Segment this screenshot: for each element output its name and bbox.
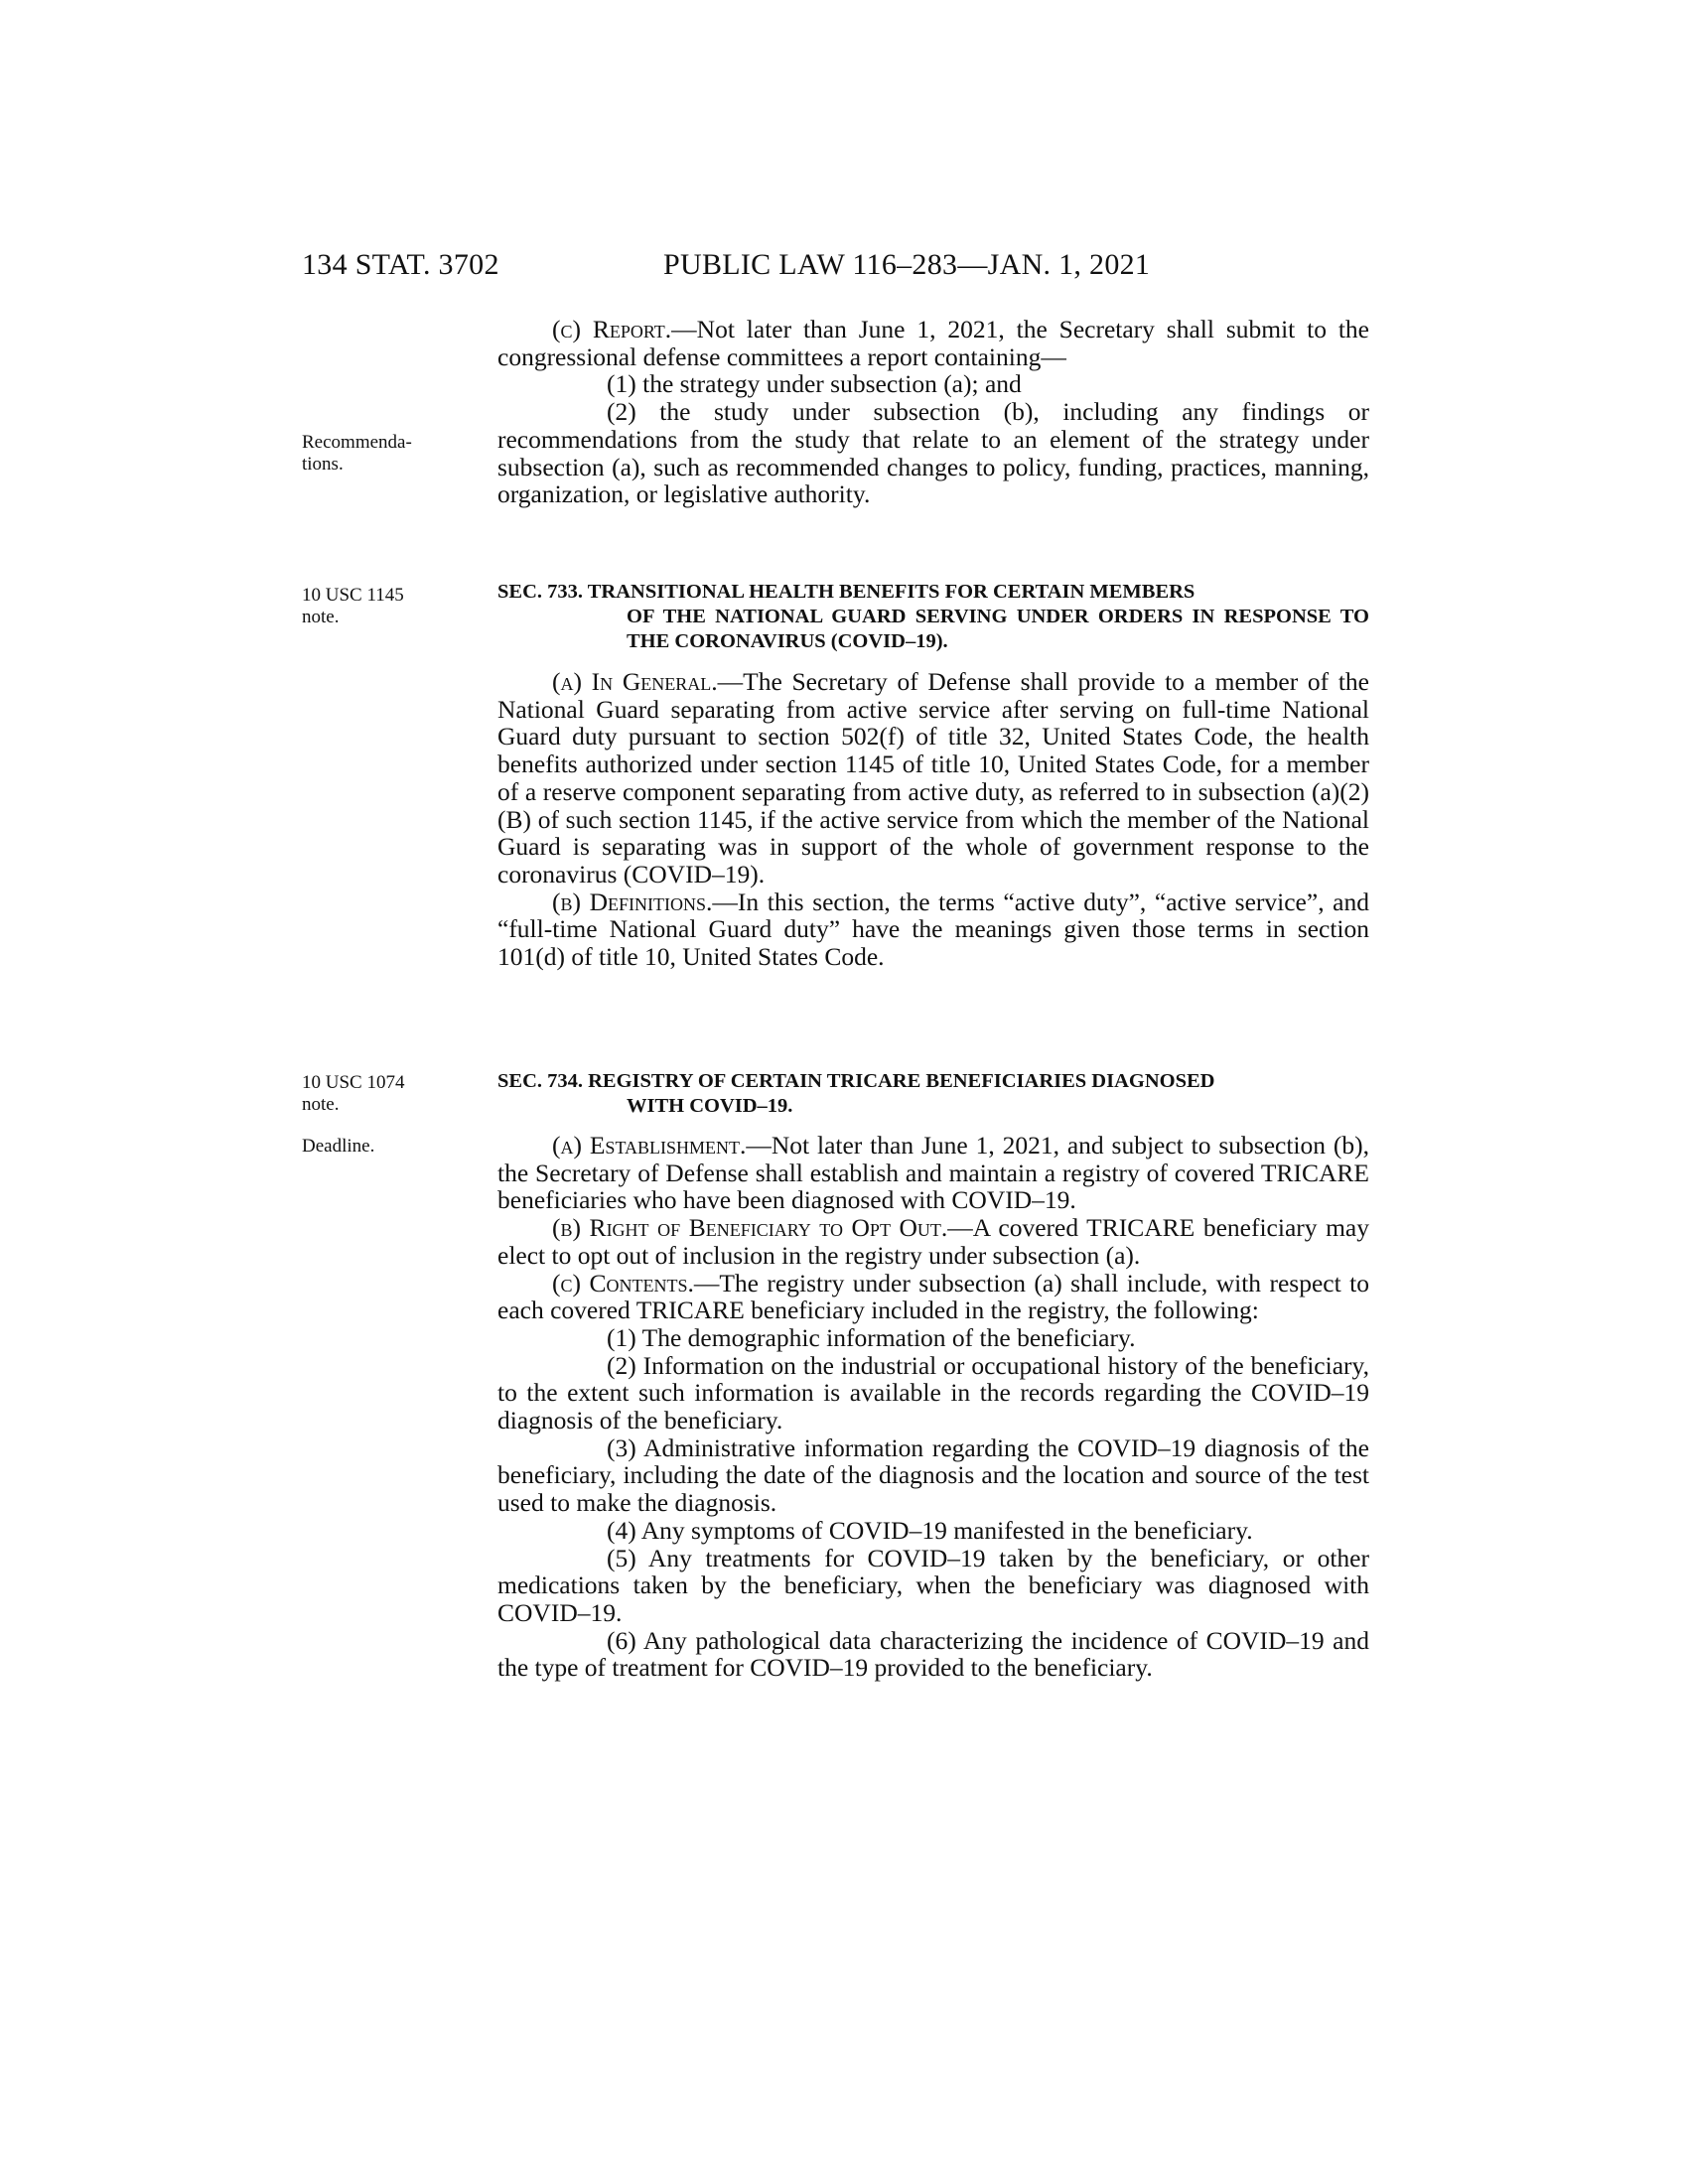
list-item-text: (1) the strategy under subsection (a); and [607, 369, 1022, 399]
section-734-body [497, 1132, 1369, 1682]
list-item [497, 398, 1369, 508]
report-subsection [497, 316, 1369, 508]
subsection-text: —In this section, the terms “active duty”, “active service”, and “full-time National Guard duty” have the meanings given those terms in section 101(d) of title 10, United States Code. [497, 887, 1369, 972]
subsection-text: —Not later than June 1, 2021, the Secretary shall submit to the congressional defense committees a report containing— [497, 315, 1369, 371]
list-item-text: (3) Administrative information regarding the COVID–19 diagnosis of the beneficiary, including the date of the diagnosis and the location and source of the test used to make the diagnosis. [497, 1433, 1369, 1518]
subsection-b [497, 888, 1369, 971]
subsection-a [497, 668, 1369, 888]
margin-note-usc-1145 [302, 585, 441, 628]
section-heading-continuation: OF THE NATIONAL GUARD SERVING UNDER ORDERS IN RESPONSE TO THE CORONAVIRUS (COVID–19). [627, 606, 1369, 652]
subsection-heading: (a) In General. [552, 667, 718, 696]
list-item [497, 1545, 1369, 1627]
list-item [497, 1434, 1369, 1517]
list-item-text: (1) The demographic information of the beneficiary. [607, 1322, 1136, 1352]
list-item [497, 1517, 1369, 1545]
section-heading-line: SEC. 734. REGISTRY OF CERTAIN TRICARE BENEFICIARIES DIAGNOSED [497, 1070, 1215, 1092]
subsection-b [497, 1214, 1369, 1269]
section-734-heading [497, 1069, 1369, 1119]
running-title: PUBLIC LAW 116–283—JAN. 1, 2021 [663, 248, 1151, 281]
section-733-body [497, 668, 1369, 971]
subsection-heading: (c) Report. [552, 315, 672, 343]
margin-note-deadline [302, 1136, 441, 1158]
subsection-heading: (b) Right of Beneficiary to Opt Out. [552, 1213, 948, 1243]
subsection-heading: (b) Definitions. [552, 887, 713, 916]
subsection-heading: (a) Establishment. [552, 1131, 747, 1160]
section-733-heading [497, 580, 1369, 654]
report-paragraph [497, 316, 1369, 370]
subsection-c [497, 1270, 1369, 1324]
page-reference: 134 STAT. 3702 [302, 248, 499, 281]
list-item-text: (2) Information on the industrial or occupational history of the beneficiary, to the extent such information is available in the records regarding the COVID–19 diagnosis of the beneficiary. [497, 1350, 1369, 1435]
running-header [0, 248, 1688, 288]
list-item [497, 1324, 1369, 1352]
section-heading-line: SEC. 733. TRANSITIONAL HEALTH BENEFITS FOR CERTAIN MEMBERS [497, 581, 1196, 603]
list-item-text: (6) Any pathological data characterizing the incidence of COVID–19 and the type of treatment for COVID–19 provided to the beneficiary. [497, 1625, 1369, 1683]
list-item-text: (2) the study under subsection (b), including any findings or recommendations from the study that relate to an element of the strategy under subsection (a), such as recommended changes to policy, funding, practices, manning, organization, or legislative authority. [497, 397, 1369, 509]
subsection-text: —The Secretary of Defense shall provide to a member of the National Guard separating from active service after serving on full-time National Guard duty pursuant to section 502(f) of title 32, United States Code, the health benefits authorized under section 1145 of title 10, United States Code, for a member of a reserve component separating from active duty, as referred to in subsection (a)(2)(B) of such section 1145, if the active service from which the member of the National Guard is separating was in support of the whole of government response to the coronavirus (COVID–19). [497, 667, 1369, 888]
margin-note-text: 10 USC 1074 note. [302, 1072, 405, 1115]
list-item [497, 1352, 1369, 1434]
subsection-text: —The registry under subsection (a) shall include, with respect to each covered TRICARE beneficiary included in the registry, the following: [497, 1268, 1369, 1325]
list-item-text: (4) Any symptoms of COVID–19 manifested in the beneficiary. [607, 1515, 1253, 1545]
margin-note-text: Recommenda- tions. [302, 432, 412, 475]
subsection-heading: (c) Contents. [552, 1268, 694, 1297]
subsection-a [497, 1132, 1369, 1214]
list-item-text: (5) Any treatments for COVID–19 taken by the beneficiary, or other medications taken by the beneficiary, when the beneficiary was diagnosed with COVID–19. [497, 1543, 1369, 1627]
subsection-text: —Not later than June 1, 2021, and subject to subsection (b), the Secretary of Defense shall establish and maintain a registry of covered TRICARE beneficiaries who have been diagnosed with COVID–19. [497, 1131, 1369, 1215]
section-heading-continuation: WITH COVID–19. [627, 1095, 793, 1117]
margin-note-text: 10 USC 1145 note. [302, 585, 404, 627]
list-item [497, 1627, 1369, 1682]
margin-note-text: Deadline. [302, 1136, 375, 1157]
margin-note-usc-1074 [302, 1072, 441, 1116]
list-item [497, 370, 1369, 398]
subsection-text: —A covered TRICARE beneficiary may elect to opt out of inclusion in the registry under subsection (a). [497, 1213, 1369, 1270]
margin-note-recommendations [302, 432, 441, 476]
